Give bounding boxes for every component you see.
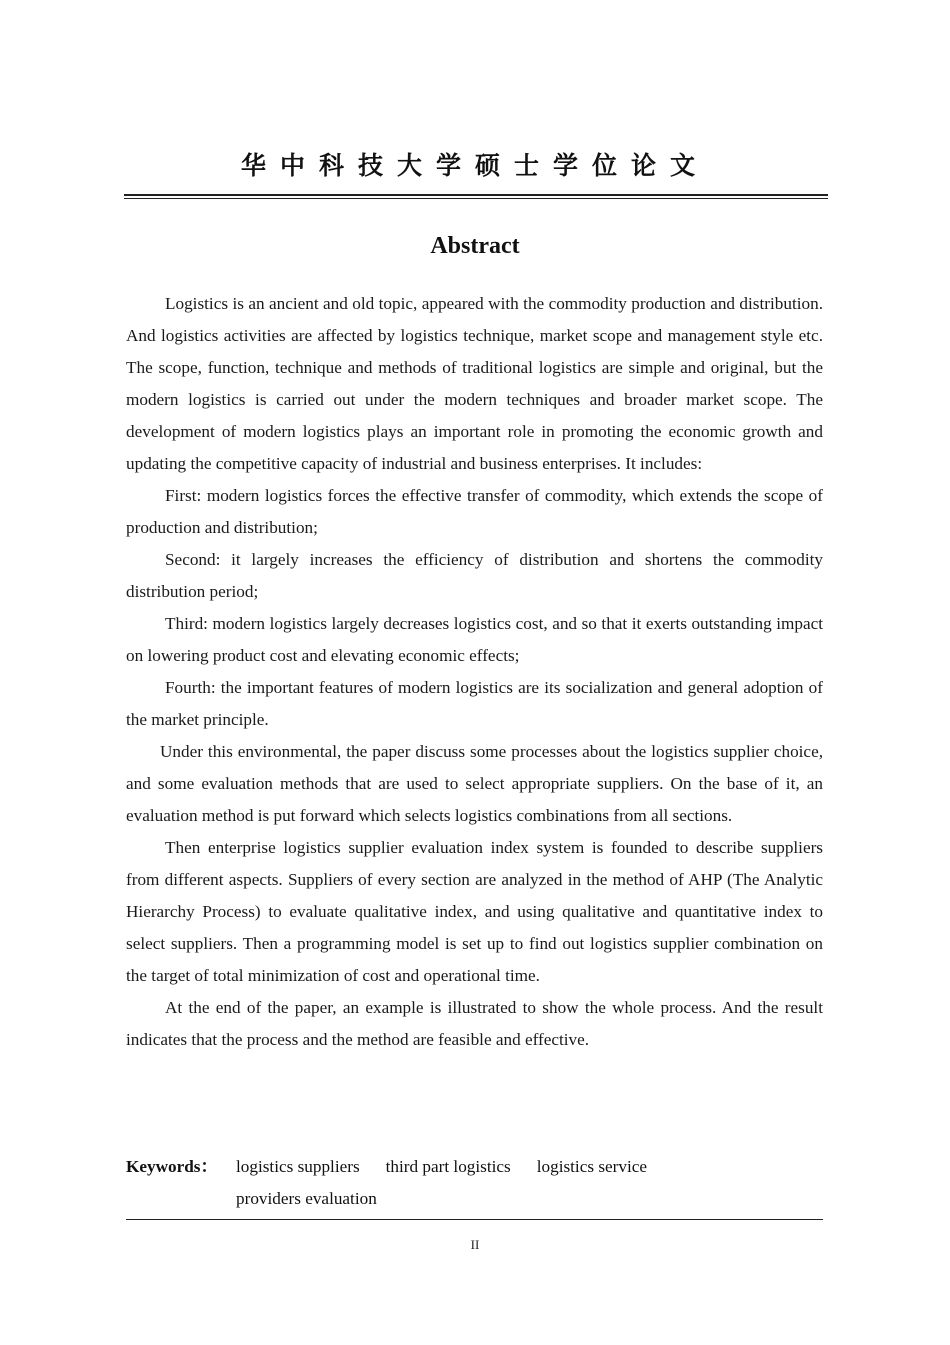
keyword-item: logistics service [536, 1157, 647, 1176]
keyword-item: providers evaluation [236, 1189, 377, 1208]
abstract-paragraph-conclusion: At the end of the paper, an example is illustrated to show the whole process. And the result indicates that the process and the method are feasible and effective. [126, 998, 823, 1049]
abstract-paragraph-first: First: modern logistics forces the effective transfer of commodity, which extends the scope of production and distribution; [126, 486, 823, 537]
footer-rule [126, 1219, 823, 1220]
header-rule-thin [124, 198, 828, 199]
thesis-header-title: 华中科技大学硕士学位论文 [240, 151, 709, 180]
keywords-line-2 [126, 1183, 823, 1215]
abstract-paragraph-environment: Under this environmental, the paper discuss some processes about the logistics supplier choice, and some evaluation methods that are used to select appropriate suppliers. On the base of it, an evaluation method is put forward which selects logistics combinations from all sections. [126, 742, 823, 825]
keywords-block [126, 1151, 823, 1215]
keywords-label: Keywords： [126, 1157, 218, 1176]
abstract-heading: Abstract [430, 233, 520, 259]
keyword-item: logistics suppliers [236, 1157, 360, 1176]
abstract-paragraph-fourth: Fourth: the important features of modern logistics are its socialization and general adoption of the market principle. [126, 678, 823, 729]
keywords-line-1 [126, 1151, 823, 1183]
abstract-body [126, 288, 823, 1056]
page-number: II [470, 1237, 480, 1252]
keyword-item: third part logistics [385, 1157, 511, 1176]
abstract-paragraph-intro: Logistics is an ancient and old topic, appeared with the commodity production and distribution. And logistics activities are affected by logistics technique, market scope and management style etc. The scope, function, technique and methods of traditional logistics are simple and original, but the modern logistics is carried out under the modern techniques and broader market scope. The development of modern logistics plays an important role in promoting the economic growth and updating the competitive capacity of industrial and business enterprises. It includes: [126, 294, 823, 473]
abstract-paragraph-index-system: Then enterprise logistics supplier evaluation index system is founded to describe suppliers from different aspects. Suppliers of every section are analyzed in the method of AHP (The Analytic Hierarchy Process) to evaluate qualitative index, and using qualitative and quantitative index to select suppliers. Then a programming model is set up to find out logistics supplier combination on the target of total minimization of cost and operational time. [126, 838, 823, 985]
abstract-paragraph-third: Third: modern logistics largely decreases logistics cost, and so that it exerts outstanding impact on lowering product cost and elevating economic effects; [126, 614, 823, 665]
abstract-paragraph-second: Second: it largely increases the efficiency of distribution and shortens the commodity distribution period; [126, 550, 823, 601]
header-rule-thick [124, 194, 828, 196]
